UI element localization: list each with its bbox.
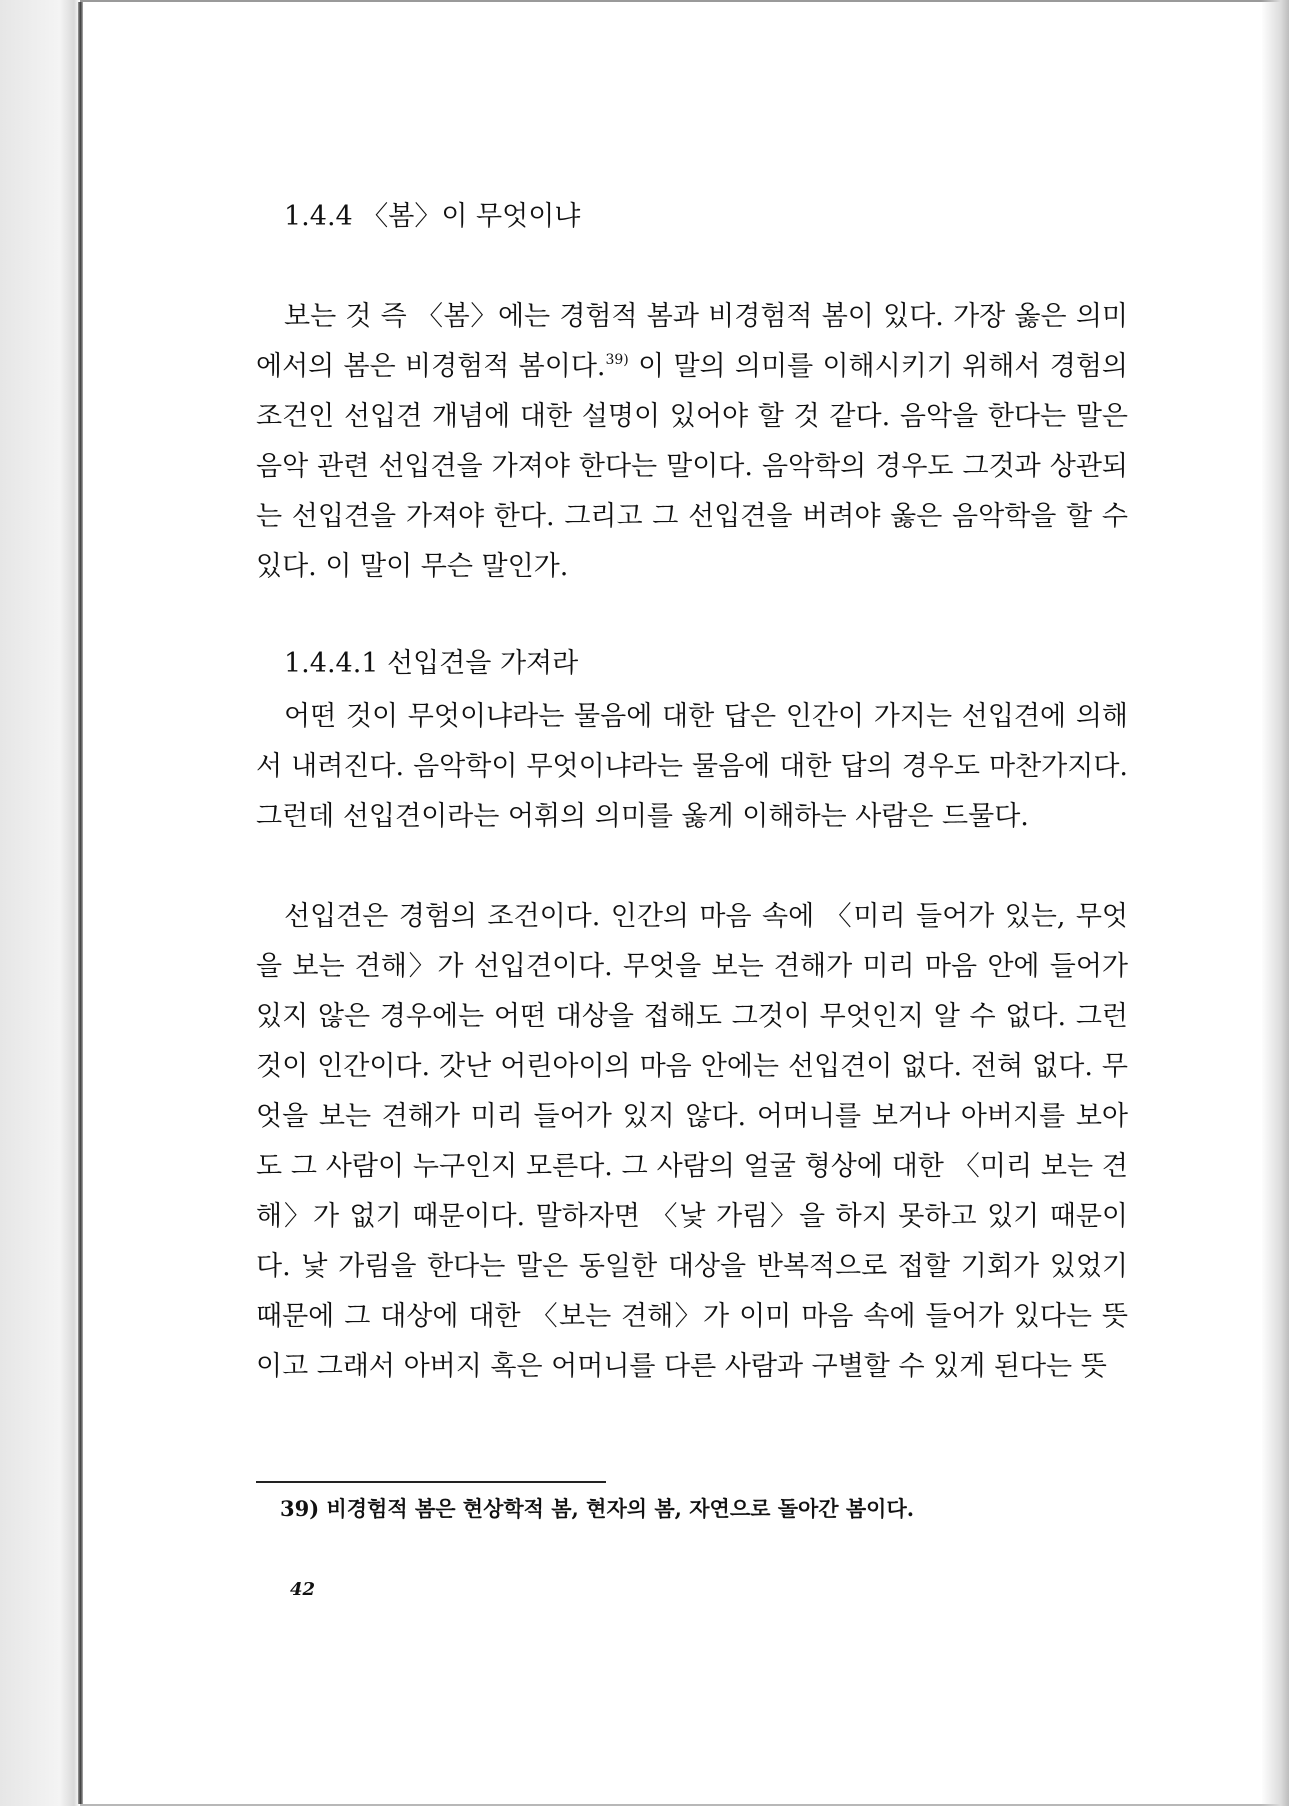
paragraph-text: 이 말의 의미를 이해시키기 위해서 경험의 조건인 선입견 개념에 대한 설명이 있어야 할 것 같다. 음악을 한다는 말은 음악 관련 선입견을 가져야 한다는 말이다. 음악학의 경우도 그것과 상관되는 선입견을 가져야 한다. 그리고 그 선입견을 버려야 옳은 음악학을 할 수 있다. 이 말이 무슨 말인가. — [256, 351, 1128, 582]
book-page — [84, 2, 1262, 1804]
footnote: 39) 비경험적 봄은 현상학적 봄, 현자의 봄, 자연으로 돌아간 봄이다. — [280, 1496, 915, 1521]
page-right-shadow — [1261, 0, 1289, 1806]
page-number: 42 — [290, 1579, 316, 1600]
footnote-reference: 39) — [605, 352, 629, 368]
section-heading: 1.4.4 〈봄〉이 무엇이냐 — [284, 201, 581, 232]
paragraph — [256, 292, 1128, 592]
paragraph: 선입견은 경험의 조건이다. 인간의 마음 속에 〈미리 들어가 있는, 무엇을 보는 견해〉가 선입견이다. 무엇을 보는 견해가 미리 마음 안에 들어가 있지 않은 경우에는 어떤 대상을 접해도 그것이 무엇인지 알 수 없다. 그런 것이 인간이다. 갓난 어린아이의 마음 안에는 선입견이 없다. 전혀 없다. 무엇을 보는 견해가 미리 들어가 있지 않다. 어머니를 보거나 아버지를 보아도 그 사람이 누구인지 모른다. 그 사람의 얼굴 형상에 대한 〈미리 보는 견해〉가 없기 때문이다. 말하자면 〈낯 가림〉을 하지 못하고 있기 때문이다. 낯 가림을 한다는 말은 동일한 대상을 반복적으로 접할 기회가 있었기 때문에 그 대상에 대한 〈보는 견해〉가 이미 마음 속에 들어가 있다는 뜻이고 그래서 아버지 혹은 어머니를 다른 사람과 구별할 수 있게 된다는 뜻 — [256, 901, 1128, 1382]
footnote-divider — [256, 1481, 606, 1483]
paragraph-text: 보는 것 즉 〈봄〉에는 경험적 봄과 비경험적 봄이 있다. 가장 옳은 의미에서의 봄은 비경험적 봄이다. — [256, 301, 1128, 382]
subsection-heading: 1.4.4.1 선입견을 가져라 — [284, 648, 579, 679]
paragraph: 어떤 것이 무엇이냐라는 물음에 대한 답은 인간이 가지는 선입견에 의해서 내려진다. 음악학이 무엇이냐라는 물음에 대한 답의 경우도 마찬가지다. 그런데 선입견이라는 어휘의 의미를 옳게 이해하는 사람은 드물다. — [256, 701, 1128, 832]
page-stack-edge — [0, 0, 80, 1806]
book-spine — [78, 2, 83, 1804]
